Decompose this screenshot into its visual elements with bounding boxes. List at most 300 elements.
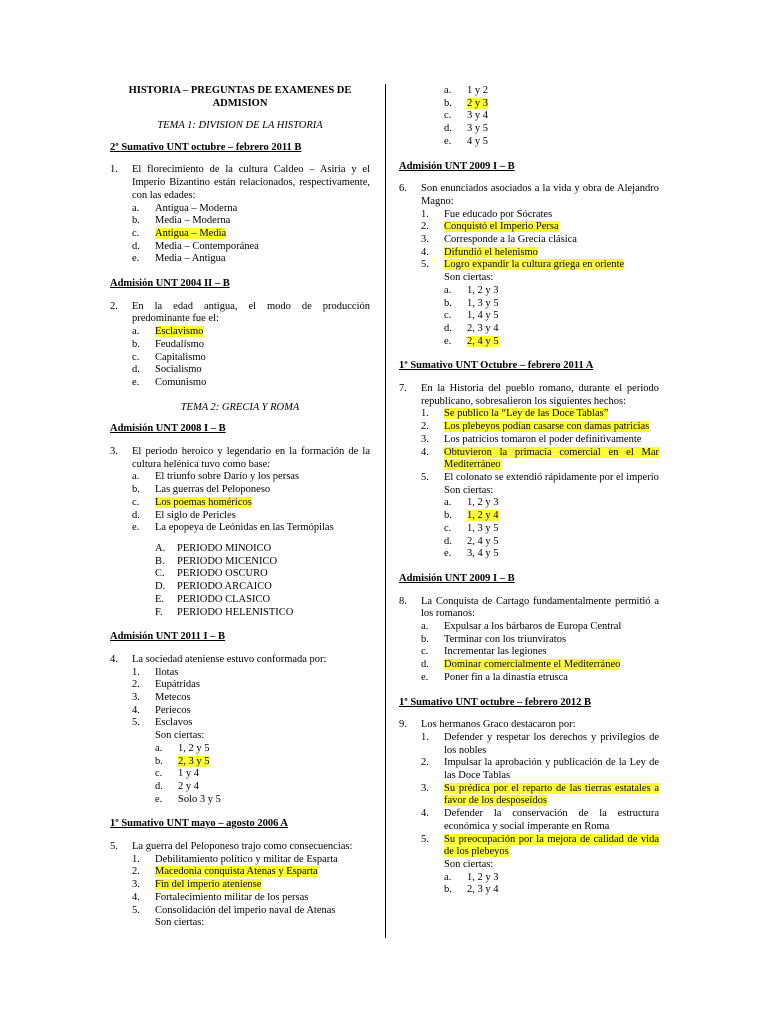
answer-option	[421, 659, 659, 672]
answer-option	[155, 768, 370, 781]
question-6	[399, 183, 659, 348]
answer-option-label: b.	[444, 97, 452, 109]
exam-header: 1º Sumativo UNT octubre – febrero 2012 B	[399, 696, 591, 708]
answer-option-value: Dominar comercialmente el Mediterráneo	[444, 659, 621, 671]
answer-option-text	[467, 323, 659, 336]
answer-option-text	[467, 336, 659, 349]
son-ciertas-label: Son ciertas:	[444, 484, 494, 496]
numbered-item	[421, 434, 659, 447]
answer-option-value: Media – Moderna	[155, 215, 231, 227]
answer-option	[132, 364, 370, 377]
answer-option-value: 2, 4 y 5	[467, 535, 499, 547]
answer-option-text	[155, 510, 370, 523]
period-item-text	[177, 581, 370, 594]
period-item-value: PERIODO MINOICO	[177, 542, 272, 554]
option-list	[399, 209, 659, 349]
numbered-item	[132, 692, 370, 705]
answer-option-text	[444, 659, 659, 672]
period-item-value: PERIODO HELENISTICO	[177, 606, 294, 618]
answer-option-label: b.	[444, 884, 452, 896]
question-number: 3.	[110, 446, 118, 458]
numbered-item-text	[444, 472, 659, 485]
answer-option-value: 3 y 4	[467, 110, 488, 122]
answer-option	[155, 781, 370, 794]
numbered-item-text	[155, 892, 370, 905]
answer-option-value: 1, 2 y 4	[467, 510, 499, 522]
answer-option	[421, 621, 659, 634]
numbered-item-text	[444, 209, 659, 222]
answer-option-text	[178, 781, 370, 794]
period-item-text	[177, 543, 370, 556]
numbered-item-value: Metecos	[155, 692, 191, 704]
period-item	[155, 594, 370, 607]
answer-option-text	[467, 285, 659, 298]
period-item-label: D.	[155, 581, 166, 593]
period-item-label: B.	[155, 555, 165, 567]
numbered-item	[421, 757, 659, 782]
period-item-label: F.	[155, 606, 163, 618]
period-item-label: A.	[155, 542, 166, 554]
option-list	[110, 854, 370, 930]
answer-option-text	[155, 471, 370, 484]
numbered-item-label: 4.	[421, 808, 429, 820]
answer-option-value: 3, 4 y 5	[467, 548, 499, 560]
question-5-part-2	[399, 85, 659, 149]
answer-option-value: 1, 2 y 5	[178, 742, 210, 754]
answer-option-text	[155, 364, 370, 377]
answer-option-text	[467, 536, 659, 549]
numbered-item	[132, 866, 370, 879]
answer-option-label: c.	[444, 310, 452, 322]
answer-option-label: c.	[132, 496, 140, 508]
answer-option-value: Capitalismo	[155, 351, 206, 363]
answer-option	[444, 136, 659, 149]
answer-option-value: 1, 4 y 5	[467, 310, 499, 322]
numbered-item-text	[444, 408, 659, 421]
answer-option-value: Esclavismo	[155, 326, 204, 338]
left-column	[110, 84, 370, 930]
answer-option-label: a.	[444, 871, 452, 883]
exam-header: Admisión UNT 2009 I – B	[399, 572, 515, 584]
answer-option-value: 1, 2 y 3	[467, 497, 499, 509]
period-item	[155, 556, 370, 569]
answer-option	[444, 85, 659, 98]
answer-option-label: d.	[444, 322, 452, 334]
numbered-item-value: Macedonia conquista Atenas y Esparta	[155, 866, 318, 878]
answer-option-value: Incrementar las legiones	[444, 646, 547, 658]
numbered-item	[132, 854, 370, 867]
tema-2-heading: TEMA 2: GRECIA Y ROMA	[180, 401, 300, 413]
question-stem	[110, 654, 370, 667]
question-stem	[110, 301, 370, 326]
numbered-item-text	[444, 757, 659, 782]
answer-option-text	[467, 872, 659, 885]
numbered-item	[421, 247, 659, 260]
answer-option-text	[467, 85, 659, 98]
answer-option	[132, 471, 370, 484]
answer-option-label: a.	[132, 202, 140, 214]
numbered-item-label: 2.	[421, 421, 429, 433]
numbered-item-label: 4.	[132, 891, 140, 903]
numbered-item-label: 4.	[421, 446, 429, 458]
son-ciertas-label: Son ciertas:	[155, 730, 205, 742]
answer-option-label: e.	[132, 253, 140, 265]
answer-option-label: e.	[444, 135, 452, 147]
numbered-item-label: 1.	[132, 853, 140, 865]
answer-option-value: Terminar con los triunviratos	[444, 633, 567, 645]
period-item-text	[177, 607, 370, 620]
exam-header: 1º Sumativo UNT mayo – agosto 2006 A	[110, 818, 288, 830]
numbered-item-value: Ilotas	[155, 666, 179, 678]
answer-option-label: d.	[132, 364, 140, 376]
question-stem	[399, 596, 659, 621]
numbered-item-text	[444, 247, 659, 260]
right-column	[399, 85, 659, 909]
answer-option-value: 2, 3 y 5	[178, 755, 210, 767]
question-1	[110, 164, 370, 266]
numbered-item-text	[444, 783, 659, 808]
question-number: 1.	[110, 164, 118, 176]
answer-option	[132, 484, 370, 497]
answer-option	[155, 756, 370, 769]
numbered-item-label: 2.	[132, 679, 140, 691]
numbered-item	[421, 408, 659, 421]
answer-option	[132, 352, 370, 365]
answer-option-value: 2, 3 y 4	[467, 322, 499, 334]
numbered-item-label: 3.	[421, 234, 429, 246]
numbered-item-value: Los plebeyos podían casarse con damas patricias	[444, 421, 650, 433]
answer-option-label: e.	[444, 335, 452, 347]
answer-option	[444, 872, 659, 885]
numbered-item	[421, 808, 659, 833]
answer-option	[421, 672, 659, 685]
period-item-label: E.	[155, 593, 165, 605]
spacer	[110, 535, 370, 543]
answer-option-label: d.	[132, 509, 140, 521]
question-3	[110, 446, 370, 619]
answer-option-value: 4 y 5	[467, 135, 488, 147]
period-item-value: PERIODO OSCURO	[177, 568, 268, 580]
answer-option-text	[467, 510, 659, 523]
question-7	[399, 383, 659, 561]
answer-option-text	[467, 136, 659, 149]
tema-1-heading: TEMA 1: DIVISION DE LA HISTORIA	[157, 120, 323, 131]
question-number: 9.	[399, 719, 407, 731]
answer-option-text	[155, 484, 370, 497]
numbered-item-value: Su preocupación por la mejora de calidad de vida de los plebeyos	[444, 833, 659, 858]
numbered-item-text	[444, 808, 659, 833]
numbered-item-label: 3.	[132, 879, 140, 891]
answer-option-value: 1, 3 y 5	[467, 297, 499, 309]
answer-option	[444, 98, 659, 111]
answer-option-text	[155, 241, 370, 254]
question-number: 8.	[399, 595, 407, 607]
answer-option-text	[467, 298, 659, 311]
answer-option	[444, 510, 659, 523]
question-text: En la Historia del pueblo romano, durante el periodo republicano, sobresalieron los siguientes hechos:	[421, 383, 659, 407]
answer-option	[444, 336, 659, 349]
question-text: El periodo heroico y legendario en la formación de la cultura helénica tuvo como base:	[132, 446, 370, 470]
numbered-item-text	[155, 879, 370, 892]
period-item-text	[177, 594, 370, 607]
numbered-item-label: 2.	[421, 757, 429, 769]
answer-option-label: b.	[421, 633, 429, 645]
exam-header: 1º Sumativo UNT Octubre – febrero 2011 A	[399, 360, 594, 372]
numbered-item-text	[155, 705, 370, 718]
answer-option-text	[155, 253, 370, 266]
numbered-item-label: 1.	[421, 208, 429, 220]
answer-option-label: b.	[444, 297, 452, 309]
answer-option-label: a.	[444, 284, 452, 296]
answer-option-value: 1, 2 y 3	[467, 284, 499, 296]
question-5-part-1	[110, 841, 370, 930]
numbered-item-value: Periecos	[155, 704, 191, 716]
numbered-item-text	[444, 732, 659, 757]
question-text: En la edad antigua, el modo de producción predominante fue el:	[132, 300, 370, 325]
period-item-label: C.	[155, 568, 165, 580]
numbered-item-label: 2.	[132, 866, 140, 878]
option-list	[399, 732, 659, 897]
answer-option-value: 2, 3 y 4	[467, 884, 499, 896]
numbered-item-text	[444, 234, 659, 247]
numbered-item-value: El colonato se extendió rápidamente por el imperio	[444, 471, 659, 483]
answer-option-text	[155, 352, 370, 365]
numbered-item-text	[444, 421, 659, 434]
answer-option-label: d.	[444, 123, 452, 135]
answer-option-value: Comunismo	[155, 376, 207, 388]
answer-option-label: b.	[132, 215, 140, 227]
answer-option-value: 2, 4 y 5	[467, 335, 499, 347]
numbered-item	[421, 783, 659, 808]
answer-option	[444, 523, 659, 536]
question-8	[399, 596, 659, 685]
exam-header: 2º Sumativo UNT octubre – febrero 2011 B	[110, 141, 302, 153]
answer-option	[132, 510, 370, 523]
numbered-item-label: 1.	[421, 731, 429, 743]
answer-option	[132, 377, 370, 390]
question-text: La Conquista de Cartago fundamentalmente permitió a los romanos:	[421, 595, 659, 620]
answer-option-value: La epopeya de Leónidas en las Termópilas	[155, 522, 334, 534]
answer-option	[444, 310, 659, 323]
answer-option-value: 3 y 5	[467, 123, 488, 135]
answer-option-value: El siglo de Pericles	[155, 509, 236, 521]
answer-option-label: d.	[132, 240, 140, 252]
numbered-item-text	[444, 834, 659, 859]
numbered-item-label: 3.	[132, 692, 140, 704]
question-9	[399, 719, 659, 897]
answer-option-value: Media – Antigua	[155, 253, 226, 265]
numbered-item	[132, 879, 370, 892]
answer-option-text	[155, 497, 370, 510]
answer-option-label: e.	[444, 548, 452, 560]
answer-option	[132, 241, 370, 254]
numbered-item	[132, 679, 370, 692]
numbered-item-label: 4.	[421, 246, 429, 258]
numbered-item	[421, 209, 659, 222]
question-number: 7.	[399, 383, 407, 395]
answer-option-value: Solo 3 y 5	[178, 793, 221, 805]
numbered-item-text	[155, 905, 370, 918]
question-stem	[399, 383, 659, 408]
option-list	[399, 621, 659, 685]
answer-option-label: c.	[132, 227, 140, 239]
answer-option	[421, 646, 659, 659]
numbered-item-text	[155, 866, 370, 879]
numbered-item-label: 1.	[132, 666, 140, 678]
numbered-item-label: 5.	[132, 717, 140, 729]
numbered-item-label: 5.	[421, 833, 429, 845]
question-number: 6.	[399, 183, 407, 195]
answer-option	[444, 323, 659, 336]
period-item	[155, 568, 370, 581]
son-ciertas-label: Son ciertas:	[444, 858, 494, 870]
numbered-item-value: Fin del imperio ateniense	[155, 879, 262, 891]
question-number: 4.	[110, 653, 118, 665]
numbered-item-value: Eupátridas	[155, 679, 200, 691]
numbered-item	[421, 447, 659, 472]
answer-option-value: 1, 3 y 5	[467, 522, 499, 534]
numbered-item-value: Corresponde a la Grecia clásica	[444, 234, 577, 246]
numbered-item-text	[444, 221, 659, 234]
period-item-text	[177, 568, 370, 581]
answer-option-value: 1 y 2	[467, 85, 488, 96]
question-text: Los hermanos Graco destacaron por:	[421, 719, 576, 731]
answer-option-text	[178, 768, 370, 781]
numbered-item-value: Su prédica por el reparto de las tierras estatales a favor de los desposeídos	[444, 782, 659, 807]
answer-option-text	[444, 634, 659, 647]
answer-option-text	[155, 228, 370, 241]
question-stem	[110, 164, 370, 202]
option-list	[110, 471, 370, 619]
answer-option	[132, 215, 370, 228]
answer-option-text	[467, 110, 659, 123]
answer-option-label: d.	[155, 780, 163, 792]
numbered-item-label: 5.	[421, 471, 429, 483]
answer-option-label: a.	[155, 742, 163, 754]
numbered-item-value: Defender y respetar los derechos y privilegios de los nobles	[444, 731, 659, 756]
question-stem	[110, 841, 370, 854]
exam-header: Admisión UNT 2011 I – B	[110, 631, 226, 643]
numbered-item-label: 5.	[132, 904, 140, 916]
answer-option-value: Antigua – Media	[155, 227, 227, 239]
option-list	[110, 203, 370, 267]
question-text: La guerra del Peloponeso trajo como consecuencias:	[132, 841, 353, 853]
numbered-item-value: Se publico la “Ley de las Doce Tablas”	[444, 408, 609, 420]
answer-option-value: Socialismo	[155, 364, 202, 376]
numbered-item	[421, 234, 659, 247]
answer-option-value: Las guerras del Peloponeso	[155, 484, 271, 496]
numbered-item	[132, 667, 370, 680]
answer-option-text	[155, 326, 370, 339]
column-divider	[385, 84, 386, 938]
answer-option-value: Los poemas homéricos	[155, 496, 252, 508]
period-item-value: PERIODO CLASICO	[177, 593, 271, 605]
answer-option	[132, 326, 370, 339]
answer-option	[444, 123, 659, 136]
answer-option-label: a.	[132, 326, 140, 338]
answer-option-label: b.	[132, 484, 140, 496]
answer-option	[444, 548, 659, 561]
option-list	[110, 326, 370, 390]
answer-option-text	[467, 98, 659, 111]
answer-option-label: d.	[444, 535, 452, 547]
numbered-item-text	[155, 717, 370, 730]
numbered-item	[421, 732, 659, 757]
period-item	[155, 581, 370, 594]
answer-option-value: 2 y 4	[178, 780, 199, 792]
answer-option-text	[178, 794, 370, 807]
answer-option	[132, 253, 370, 266]
numbered-item-text	[155, 854, 370, 867]
son-ciertas-label: Son ciertas:	[155, 917, 205, 929]
numbered-item	[421, 259, 659, 272]
answer-option-label: c.	[444, 522, 452, 534]
numbered-item-value: Los patricios tomaron el poder definitivamente	[444, 433, 642, 445]
numbered-item-value: Esclavos	[155, 717, 193, 729]
answer-option-value: Media – Contemporánea	[155, 240, 259, 252]
answer-option-label: b.	[444, 510, 452, 522]
answer-option	[444, 884, 659, 897]
answer-option-text	[444, 672, 659, 685]
numbered-item-value: Consolidación del imperio naval de Atenas	[155, 904, 336, 916]
answer-option-text	[155, 377, 370, 390]
question-number: 2.	[110, 300, 118, 312]
answer-option-value: Antigua – Moderna	[155, 202, 238, 214]
answer-option-label: a.	[444, 497, 452, 509]
answer-option-text	[178, 743, 370, 756]
numbered-item-value: Fue educado por Sócrates	[444, 208, 553, 220]
answer-option	[421, 634, 659, 647]
answer-option-text	[155, 522, 370, 535]
numbered-item-label: 5.	[421, 259, 429, 271]
answer-option-label: c.	[444, 110, 452, 122]
numbered-item	[421, 834, 659, 859]
numbered-item-text	[444, 259, 659, 272]
numbered-item-label: 3.	[421, 433, 429, 445]
answer-option-text	[467, 548, 659, 561]
answer-option-label: e.	[132, 522, 140, 534]
answer-option	[444, 298, 659, 311]
option-list	[110, 667, 370, 807]
answer-option	[155, 794, 370, 807]
numbered-item-value: Logro expandir la cultura griega en oriente	[444, 259, 625, 271]
answer-option	[132, 203, 370, 216]
question-2	[110, 301, 370, 390]
numbered-item-value: Obtuvieron la primacía comercial en el Mar Mediterráneo	[444, 446, 659, 471]
answer-option-value: Poner fin a la dinastía etrusca	[444, 671, 568, 683]
answer-option	[444, 536, 659, 549]
answer-option-text	[467, 123, 659, 136]
answer-option-label: a.	[421, 621, 429, 633]
answer-option-text	[467, 523, 659, 536]
numbered-item-text	[155, 679, 370, 692]
answer-option-text	[155, 215, 370, 228]
numbered-item	[421, 472, 659, 485]
question-text: El florecimiento de la cultura Caldeo – Asiria y el Imperio Bizantino están relacionados, respectivamente, con las edades:	[132, 164, 370, 201]
numbered-item-label: 2.	[421, 221, 429, 233]
question-text: Son enunciados asociados a la vida y obra de Alejandro Magno:	[421, 183, 659, 207]
option-list	[399, 408, 659, 560]
answer-option-value: El triunfo sobre Darío y los persas	[155, 471, 300, 483]
period-item	[155, 543, 370, 556]
answer-option-text	[467, 310, 659, 323]
answer-option-label: b.	[155, 755, 163, 767]
answer-option-label: c.	[132, 351, 140, 363]
document-title: HISTORIA – PREGUNTAS DE EXAMENES DE ADMISION	[128, 85, 352, 109]
answer-option-text	[178, 756, 370, 769]
answer-option	[132, 228, 370, 241]
answer-option	[444, 497, 659, 510]
